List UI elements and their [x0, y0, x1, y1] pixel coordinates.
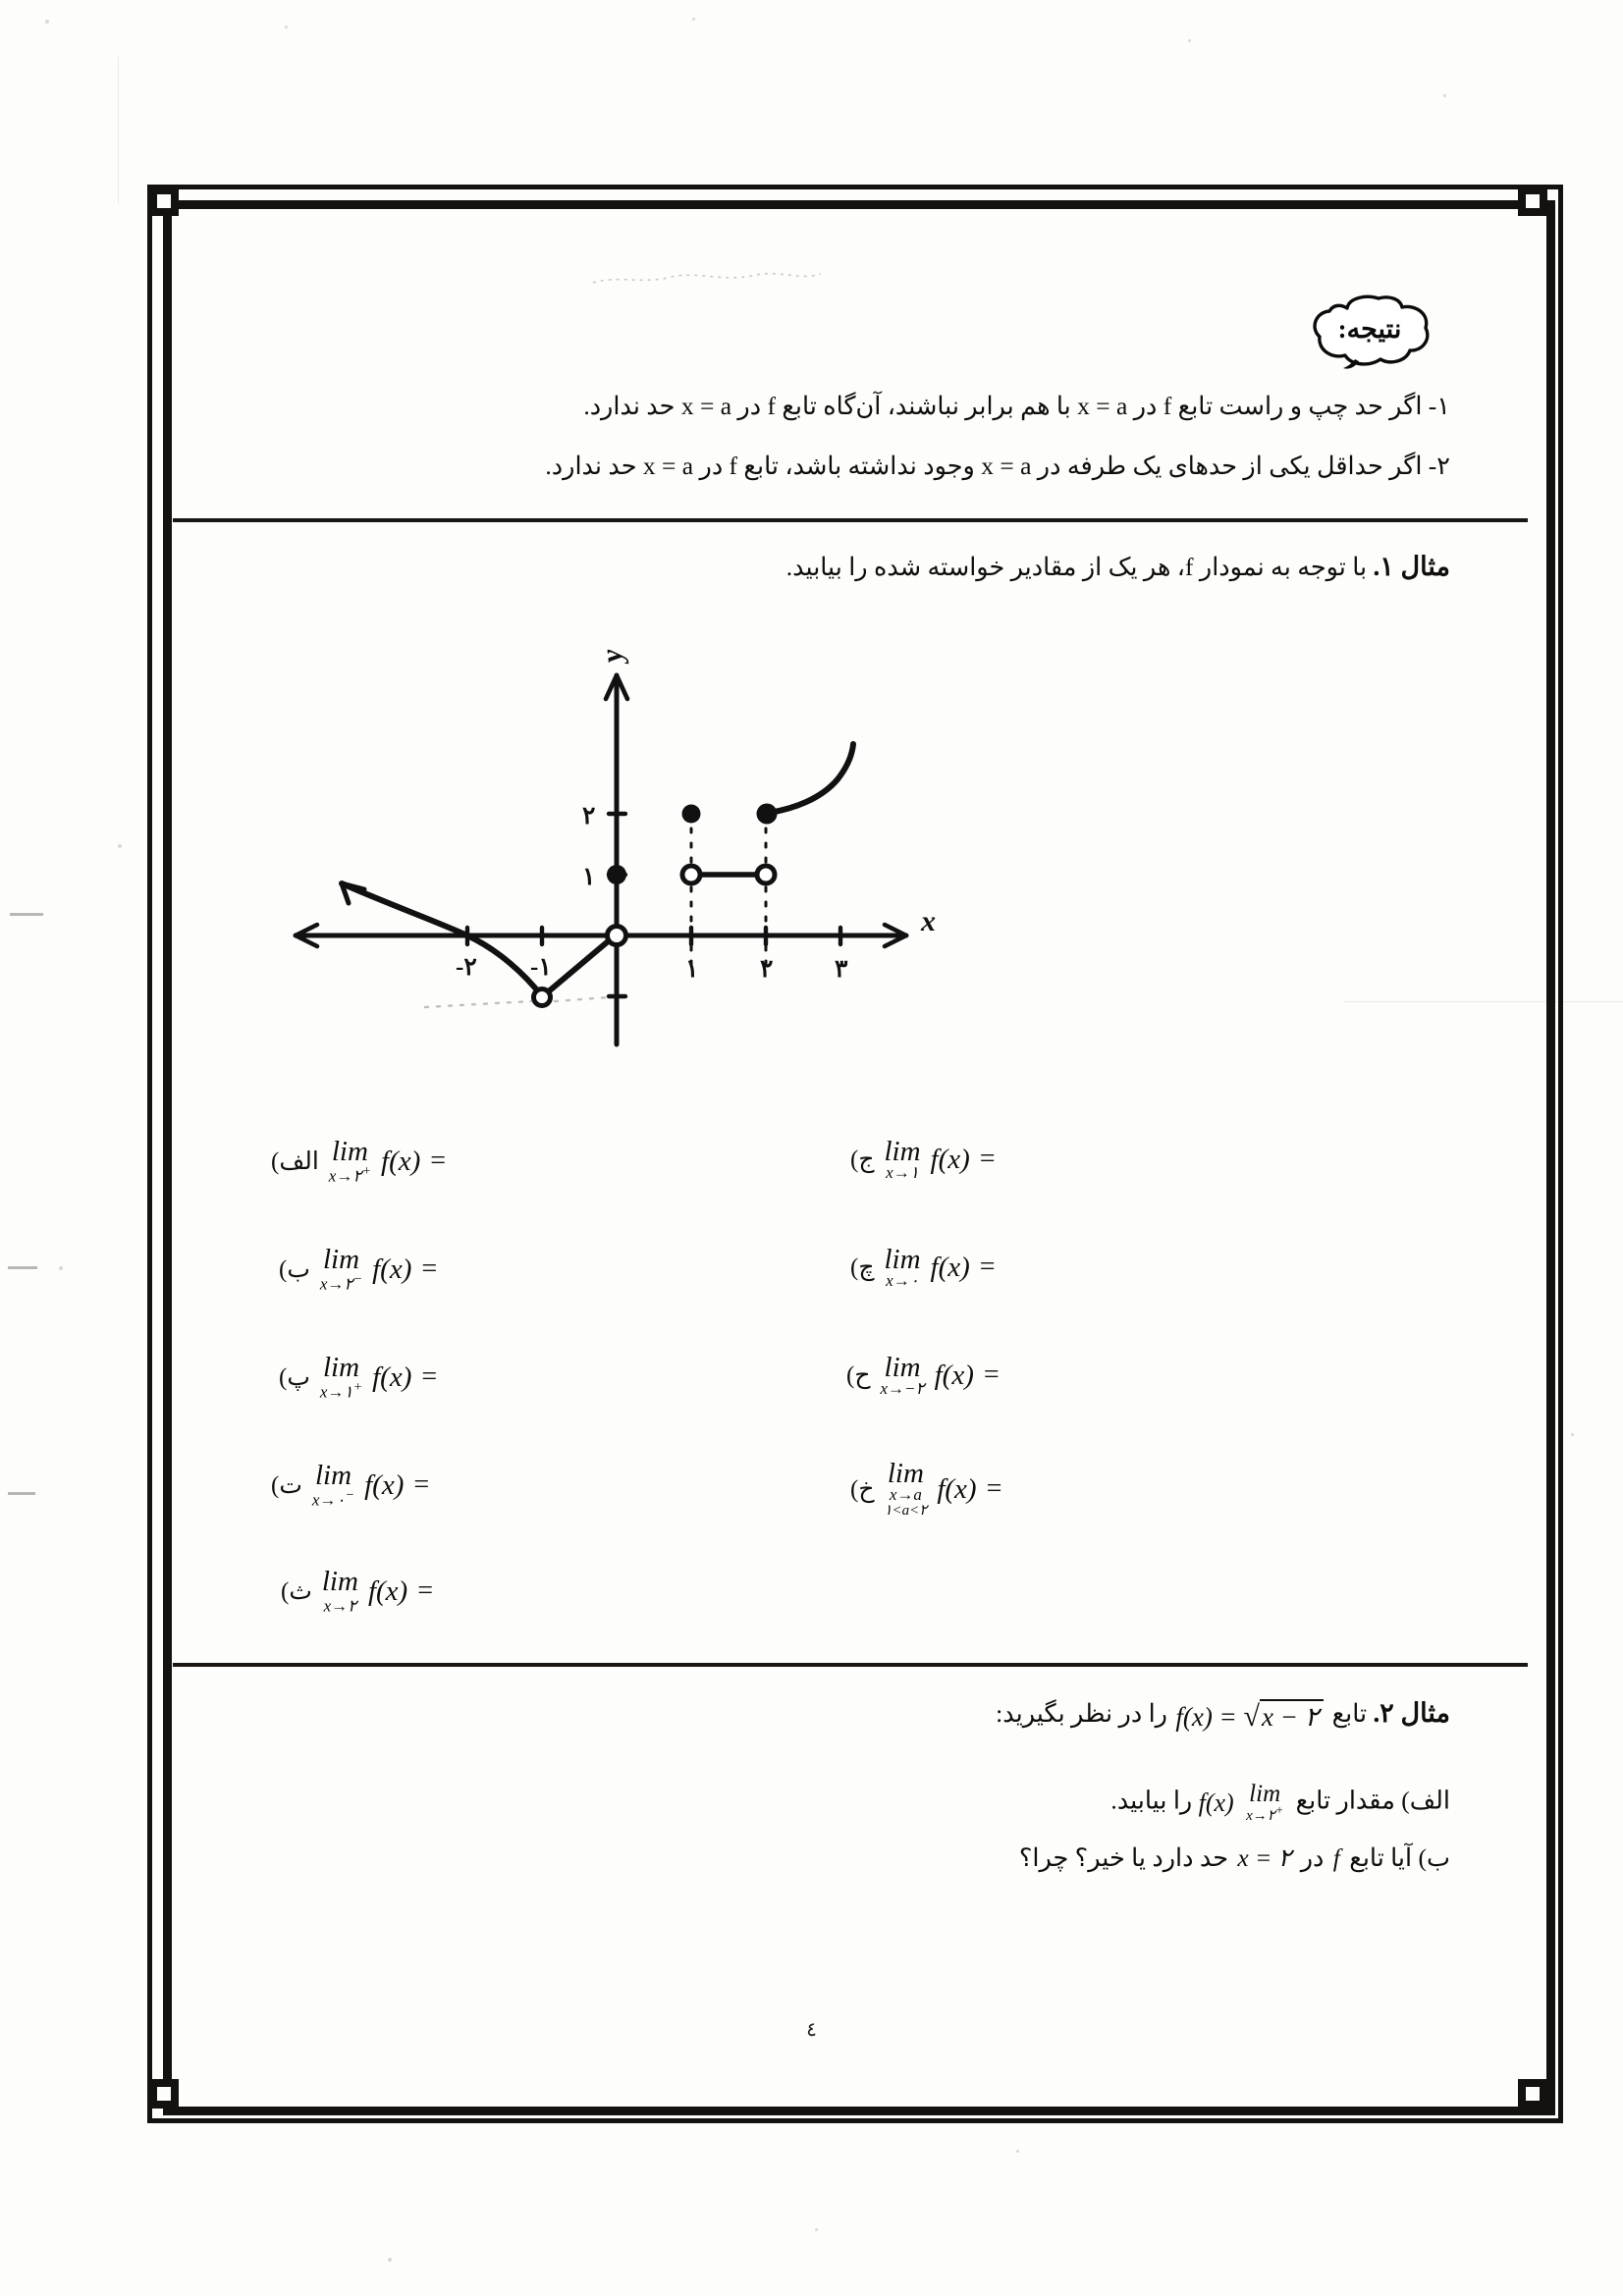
limit-function: f(x) [934, 1359, 974, 1391]
graph-branch-rising-segment [544, 937, 613, 995]
section-divider-1 [173, 518, 1528, 522]
faint-ink-smudge [589, 263, 825, 293]
limit-operator [321, 1566, 358, 1616]
limit-lim-text: lim [322, 1352, 360, 1383]
limit-lim-text: lim [884, 1352, 921, 1383]
example-1-heading [786, 552, 1450, 582]
limit-tag: ب) [279, 1256, 310, 1284]
limit-lim-text: lim [314, 1460, 352, 1491]
limits-answer-grid [173, 1136, 1528, 1649]
function-graph [278, 636, 955, 1058]
graph-filled-point-2-2 [757, 804, 778, 825]
limit-tag: پ) [279, 1364, 310, 1392]
limit-operator [328, 1136, 372, 1186]
graph-branch-falling-ray [342, 883, 542, 996]
limit-tag: ج) [850, 1147, 875, 1174]
scan-speck [388, 2258, 392, 2262]
limit-operator [884, 1136, 921, 1182]
limit-condition: ۱<a<۲ [884, 1502, 928, 1519]
graph-tick-labels [456, 803, 848, 983]
limit-lim-text: lim [321, 1566, 358, 1597]
graph-open-point-m1-m1 [534, 989, 551, 1006]
corner-ornament-top-left [149, 187, 179, 216]
limit-lim-text: lim [884, 1244, 921, 1275]
limit-operator [311, 1460, 355, 1510]
scan-speck [45, 20, 49, 24]
limit-tag: ح) [846, 1362, 871, 1390]
scan-speck [285, 26, 288, 28]
graph-branch-rising-curve [769, 744, 853, 813]
example-2-part-a-before: مقدار تابع [1295, 1786, 1395, 1815]
scan-speck [1188, 39, 1191, 42]
graph-open-point-2-1 [757, 866, 775, 883]
limit-function: f(x) [381, 1145, 421, 1177]
example-2-part-b-after: حد دارد یا خیر؟ چرا؟ [1018, 1843, 1228, 1872]
scan-streak [118, 57, 119, 204]
svg-text:۲: ۲ [582, 803, 596, 829]
graph-filled-point-1-2 [682, 805, 701, 824]
scan-speck [1016, 2150, 1019, 2153]
example-2-label: مثال ۲. [1373, 1698, 1450, 1728]
scan-speck [815, 2228, 818, 2231]
scan-edge-artifact [10, 913, 43, 916]
limit-operator [880, 1352, 925, 1398]
limit-equals: = [979, 1252, 996, 1283]
scan-speck [692, 18, 695, 21]
example-2-function: f(x) = √x − ۲ [1173, 1699, 1325, 1734]
example-2-intro-before: تابع [1331, 1699, 1368, 1728]
limit-subscript: x→a [889, 1484, 922, 1504]
result-callout-label: نتیجه: [1337, 313, 1402, 344]
limit-operator [884, 1244, 921, 1290]
example-2-radicand: x − ۲ [1260, 1699, 1324, 1733]
limit-operator [884, 1458, 928, 1519]
example-2-heading [996, 1698, 1450, 1734]
graph-filled-point-0-1 [607, 865, 626, 884]
result-statement-1: ۱- اگر حد چپ و راست تابع f در x = a با هم برابر نباشند، آن‌گاه تابع f در x = a حد ندارد. [583, 392, 1450, 420]
graph-dotted-guides [691, 814, 766, 970]
limit-operator [319, 1352, 363, 1402]
limit-function: f(x) [364, 1468, 405, 1501]
limit-subscript: x→۲ [323, 1596, 357, 1616]
example-2-part-a-func: f(x) [1198, 1788, 1234, 1817]
scan-speck [1571, 1433, 1574, 1436]
svg-text:۱: ۱ [685, 956, 699, 983]
limit-tag: خ) [850, 1476, 875, 1504]
limit-equals: = [986, 1473, 1002, 1505]
limit-tag: ت) [271, 1472, 302, 1500]
limit-item-khe[interactable] [850, 1458, 1002, 1519]
limit-item-pe[interactable] [279, 1352, 438, 1402]
limit-lim-text: lim [884, 1136, 921, 1167]
limit-operator [319, 1244, 363, 1294]
svg-text:۳: ۳ [835, 956, 848, 983]
limit-tag: چ) [850, 1255, 875, 1282]
svg-text:y: y [595, 647, 629, 665]
graph-open-point-1-1 [682, 866, 700, 883]
limit-subscript: x→۲+ [328, 1162, 372, 1186]
limit-subscript: x→۰− [311, 1486, 355, 1510]
svg-text:۲: ۲ [760, 956, 774, 983]
limit-item-alef[interactable] [271, 1136, 447, 1186]
example-2-part-b-mid: در [1300, 1843, 1325, 1872]
graph-faint-guides [425, 997, 610, 1007]
result-statement-2: ۲- اگر حداقل یکی از حدهای یک طرفه در x = a وجود نداشته باشد، تابع f در x = a حد ندارد. [545, 452, 1450, 480]
graph-svg [278, 636, 955, 1058]
example-2-part-b-func-symbol: f [1332, 1843, 1340, 1872]
example-2-part-b [1019, 1843, 1450, 1873]
limit-function: f(x) [367, 1575, 408, 1607]
svg-text:-۱: -۱ [530, 954, 552, 981]
limit-equals: = [421, 1362, 438, 1393]
example-2-intro-after: را در نظر بگیرید: [996, 1699, 1167, 1728]
graph-axis-labels [595, 647, 936, 937]
limit-subscript: x→۱+ [319, 1378, 363, 1402]
example-1-label: مثال ۱. [1373, 552, 1450, 581]
limit-tag: ث) [281, 1578, 312, 1606]
corner-ornament-top-right [1518, 187, 1547, 216]
limit-function: f(x) [372, 1361, 412, 1393]
limit-function: f(x) [930, 1143, 970, 1175]
example-2-part-a [1110, 1783, 1450, 1824]
limit-item-he[interactable] [846, 1352, 1000, 1398]
limit-equals: = [983, 1360, 1000, 1391]
svg-text:-۲: -۲ [456, 954, 477, 981]
graph-open-point-origin [608, 927, 626, 945]
limit-subscript: x→۲+ [1246, 1802, 1284, 1824]
example-2-part-b-tag: ب) [1418, 1843, 1450, 1872]
scan-edge-artifact [8, 1266, 37, 1269]
example-2-part-a-after: را بیابید. [1110, 1786, 1193, 1815]
limit-item-be[interactable] [279, 1244, 438, 1294]
corner-ornament-bottom-left [149, 2079, 179, 2109]
example-2-part-b-before: آیا تابع [1349, 1843, 1413, 1872]
limit-lim-text: lim [887, 1458, 924, 1489]
limit-equals: = [430, 1146, 447, 1177]
section-divider-2 [173, 1663, 1528, 1667]
limit-equals: = [979, 1144, 996, 1175]
scan-speck [59, 1266, 63, 1270]
limit-function: f(x) [372, 1253, 412, 1285]
example-2-part-a-tag: الف) [1401, 1786, 1450, 1815]
limit-equals: = [413, 1469, 430, 1501]
limit-function: f(x) [937, 1472, 977, 1505]
limit-item-jim[interactable] [850, 1136, 996, 1182]
limit-equals: = [421, 1254, 438, 1285]
example-2-part-a-limit [1246, 1783, 1283, 1824]
limit-item-che[interactable] [850, 1244, 996, 1290]
limit-tag: الف) [271, 1148, 319, 1176]
limit-subscript: x→۱ [886, 1162, 919, 1182]
graph-axes [296, 675, 906, 1044]
example-2-part-b-math: x = ۲ [1237, 1843, 1292, 1872]
graph-ticks [467, 814, 840, 996]
result-callout [1306, 293, 1434, 369]
limit-item-te[interactable] [271, 1460, 430, 1510]
limit-lim-text: lim [1249, 1781, 1281, 1807]
svg-text:x: x [921, 905, 936, 937]
page-number: ٤ [806, 2019, 817, 2041]
scan-speck [1443, 94, 1446, 97]
scan-speck [118, 844, 122, 848]
limit-item-se[interactable] [281, 1566, 433, 1616]
limit-subscript: x→۲− [319, 1270, 363, 1294]
scan-edge-artifact [8, 1492, 35, 1495]
example-1-text: با توجه به نمودار f، هر یک از مقادیر خواسته شده را بیابید. [785, 553, 1368, 581]
limit-subscript: x→−۲ [880, 1378, 925, 1398]
example-2-function-lhs: f(x) = [1175, 1701, 1237, 1732]
corner-ornament-bottom-right [1518, 2079, 1547, 2109]
limit-lim-text: lim [331, 1136, 368, 1167]
limit-function: f(x) [930, 1251, 970, 1283]
limit-subscript: x→۰ [886, 1270, 919, 1290]
svg-text:۱: ۱ [582, 864, 596, 890]
limit-equals: = [417, 1575, 433, 1607]
limit-lim-text: lim [322, 1244, 360, 1275]
